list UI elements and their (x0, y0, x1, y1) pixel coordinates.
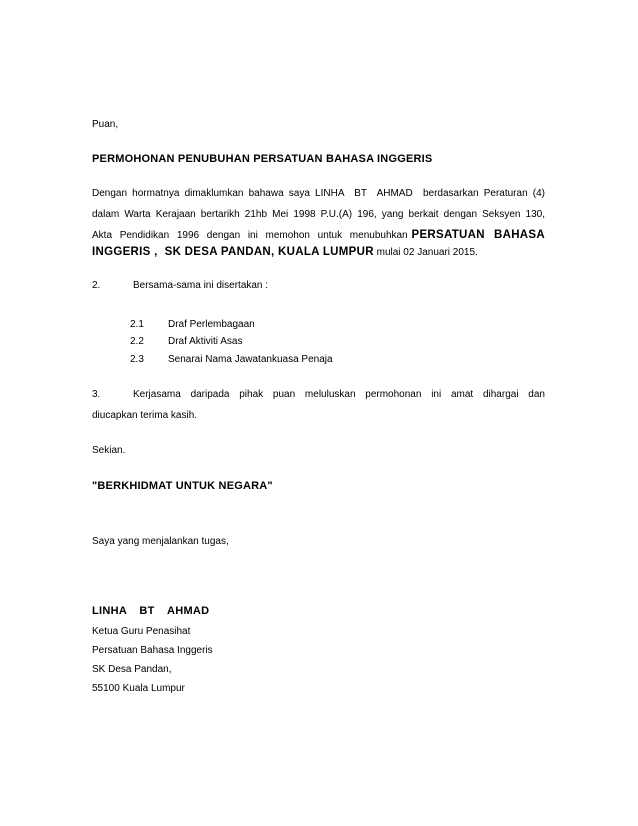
closing: Sekian. (92, 445, 126, 456)
para1-line4 (92, 246, 478, 259)
para1-line3 (92, 229, 545, 242)
org-name-part2: INGGERIS , SK DESA PANDAN, KUALA LUMPUR (92, 246, 374, 258)
list-item (130, 336, 242, 348)
list-item-number: 2.2 (130, 336, 144, 347)
salutation: Puan, (92, 119, 119, 130)
signatory-school: SK Desa Pandan, (92, 664, 172, 675)
list-item-number: 2.1 (130, 319, 144, 330)
para1-line4-text: mulai 02 Januari 2015. (373, 247, 478, 258)
org-name-part1: PERSATUAN BAHASA (411, 229, 545, 241)
list-item (130, 319, 255, 331)
signatory-title: Ketua Guru Penasihat (92, 626, 191, 637)
para3-line1 (92, 389, 545, 401)
para3-number: 3. (92, 389, 101, 400)
para2-number: 2. (92, 280, 101, 291)
signatory-organisation: Persatuan Bahasa Inggeris (92, 645, 213, 656)
signatory-address: 55100 Kuala Lumpur (92, 683, 185, 694)
list-item (130, 354, 333, 366)
para2-text: Bersama-sama ini disertakan : (133, 280, 269, 291)
list-item-label: Draf Perlembagaan (168, 319, 255, 330)
list-item-label: Senarai Nama Jawatankuasa Penaja (168, 354, 333, 365)
list-item-number: 2.3 (130, 354, 144, 365)
para2 (92, 280, 268, 292)
para1-line1: Dengan hormatnya dimaklumkan bahawa saya LINHA BT AHMAD berdasarkan Peraturan (4) (92, 188, 545, 199)
motto: "BERKHIDMAT UNTUK NEGARA" (92, 480, 273, 492)
list-item-label: Draf Aktiviti Asas (168, 336, 243, 347)
signatory-name: LINHA BT AHMAD (92, 605, 210, 617)
para3-line2: diucapkan terima kasih. (92, 410, 198, 421)
para1-line2: dalam Warta Kerajaan bertarikh 21hb Mei 1998 P.U.(A) 196, yang berkait dengan Seksyen 130, (92, 209, 545, 220)
letter-subject: PERMOHONAN PENUBUHAN PERSATUAN BAHASA INGGERIS (92, 153, 433, 165)
para1-line3-text: Akta Pendidikan 1996 dengan ini memohon untuk menubuhkan (92, 230, 408, 241)
signoff: Saya yang menjalankan tugas, (92, 536, 229, 547)
para3-text: Kerjasama daripada pihak puan meluluskan permohonan ini amat dihargai dan (133, 389, 545, 400)
